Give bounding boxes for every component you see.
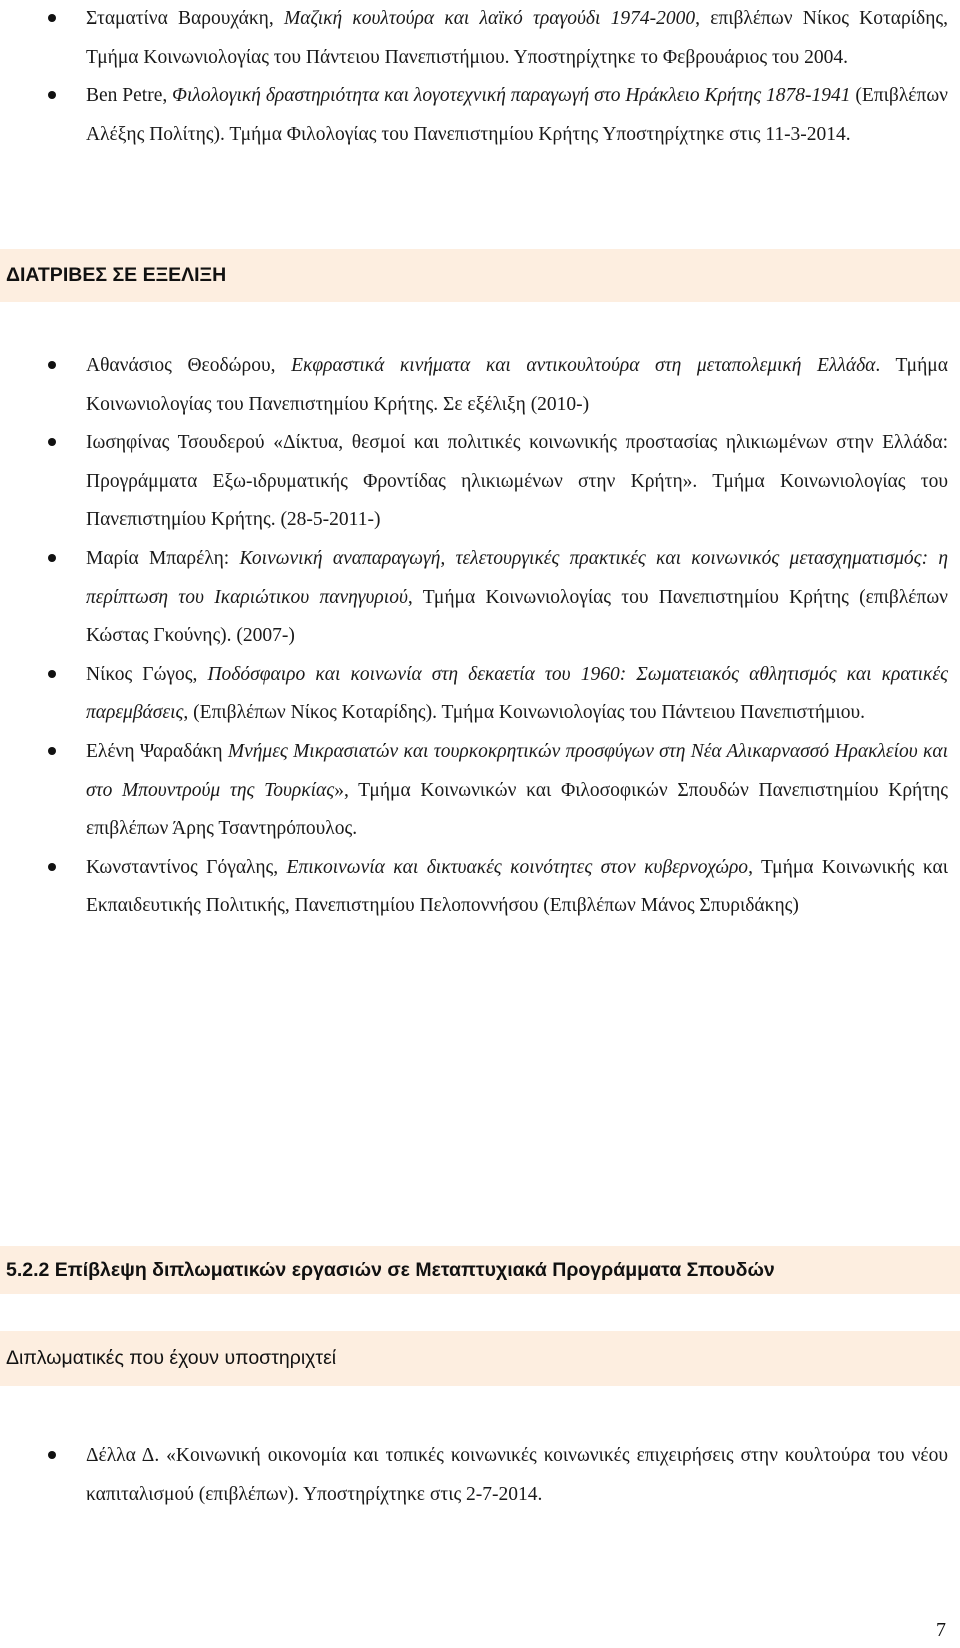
entry-text: Δέλλα Δ. «Κοινωνική οικονομία και τοπικές κοινωνικές κοινωνικές επιχειρήσεις στην κουλτούρα του νέου καπιταλισμού (επιβλέπων). Υποστηρίχτηκε στις 2-7-2014. <box>86 1445 948 1505</box>
completed-dissertations-list <box>0 0 960 154</box>
entry-author: Νίκος Γώγος, <box>86 663 208 685</box>
entry-author: Ben Petre, <box>86 85 173 107</box>
section-heading-theses: Διπλωματικές που έχουν υποστηριχτεί <box>0 1331 960 1386</box>
dissertations-in-progress-list <box>0 347 960 926</box>
list-item <box>0 347 960 424</box>
entry-details: . Τμήμα Κοινωνιολογίας του Πανεπιστημίου Κρήτης. Σε εξέλιξη (2010-) <box>86 355 948 415</box>
entry-title: Ποδόσφαιρο και κοινωνία στη δεκαετία του 1960: Σωματειακός αθλητισμός και κρατικές παρεμβάσεις <box>86 663 948 724</box>
list-item <box>0 849 960 926</box>
page-number: 7 <box>936 1619 946 1641</box>
entry-details: , (Επιβλέπων Νίκος Κοταρίδης). Τμήμα Κοινωνιολογίας του Πάντειου Πανεπιστήμιου. <box>183 702 866 724</box>
entry-text: Ιωσηφίνας Τσουδερού «Δίκτυα, θεσμοί και πολιτικές κοινωνικής προστασίας ηλικιωμένων στην Ελλάδα: Προγράμματα Εξω-ιδρυματικής Φροντίδας ηλικιωμένων στην Κρήτη». Τμήμα Κοινωνιολογίας του Πανεπιστημίου Κρήτης. (28-5-2011-) <box>86 432 948 531</box>
entry-title: Εκφραστικά κινήματα και αντικουλτούρα στη μεταπολεμική Ελλάδα <box>291 355 876 376</box>
list-item <box>0 0 960 77</box>
entry-author: Μαρία Μπαρέλη: <box>86 547 240 569</box>
entry-author: Ελένη Ψαραδάκη <box>86 740 228 762</box>
entry-title: Κοινωνική αναπαραγωγή, τελετουργικές πρακτικές και κοινωνικός μετασχηματισμός: η περίπτωση του Ικαριώτικου πανηγυριού <box>86 547 948 608</box>
entry-title: Μνήμες Μικρασιατών και τουρκοκρητικών προσφύγων στη Νέα Αλικαρνασσό Ηρακλείου και στο Μπουντρούμ της Τουρκίας <box>86 740 948 801</box>
entry-title: Επικοινωνία και δικτυακές κοινότητες στον κυβερνοχώρο <box>286 856 749 878</box>
entry-details: », Τμήμα Κοινωνικών και Φιλοσοφικών Σπουδών Πανεπιστημίου Κρήτης επιβλέπων Άρης Τσαντηρόπουλος. <box>86 779 949 840</box>
entry-title: Μαζική κουλτούρα και λαϊκό τραγούδι 1974-2000 <box>283 8 696 29</box>
list-item <box>0 1437 960 1514</box>
entry-author: Κωνσταντίνος Γόγαλης, <box>86 856 287 878</box>
list-item <box>0 424 960 540</box>
entry-author: Σταματίνα Βαρουχάκη, <box>86 8 284 29</box>
entry-details: , επιβλέπων Νίκος Κοταρίδης, Τμήμα Κοινωνιολογίας του Πάντειου Πανεπιστήμιου. Υποστηρίχτηκε το Φεβρουάριος του 2004. <box>86 8 948 68</box>
entry-author: Αθανάσιος Θεοδώρου, <box>86 355 292 376</box>
entry-details: , Τμήμα Κοινωνιολογίας του Πανεπιστημίου Κρήτης (επιβλέπων Κώστας Γκούνης). (2007-) <box>86 586 948 647</box>
entry-title: Φιλολογική δραστηριότητα και λογοτεχνική παραγωγή στο Ηράκλειο Κρήτης 1878-1941 <box>172 85 851 107</box>
supported-theses-list <box>0 1437 960 1514</box>
list-item <box>0 540 960 656</box>
section-heading-supervision: 5.2.2 Επίβλεψη διπλωματικών εργασιών σε Μεταπτυχιακά Προγράμματα Σπουδών <box>0 1246 960 1294</box>
list-item <box>0 656 960 733</box>
list-item <box>0 77 960 154</box>
section-heading-dissertations: ΔΙΑΤΡΙΒΕΣ ΣΕ ΕΞΕΛΙΞΗ <box>0 249 960 302</box>
entry-details: (Επιβλέπων Αλέξης Πολίτης). Τμήμα Φιλολογίας του Πανεπιστημίου Κρήτης Υποστηρίχτηκε στις 11-3-2014. <box>86 85 948 145</box>
list-item <box>0 733 960 849</box>
entry-details: , Τμήμα Κοινωνικής και Εκπαιδευτικής Πολιτικής, Πανεπιστημίου Πελοποννήσου (Επιβλέπων Μάνος Σπυριδάκης) <box>86 856 948 917</box>
